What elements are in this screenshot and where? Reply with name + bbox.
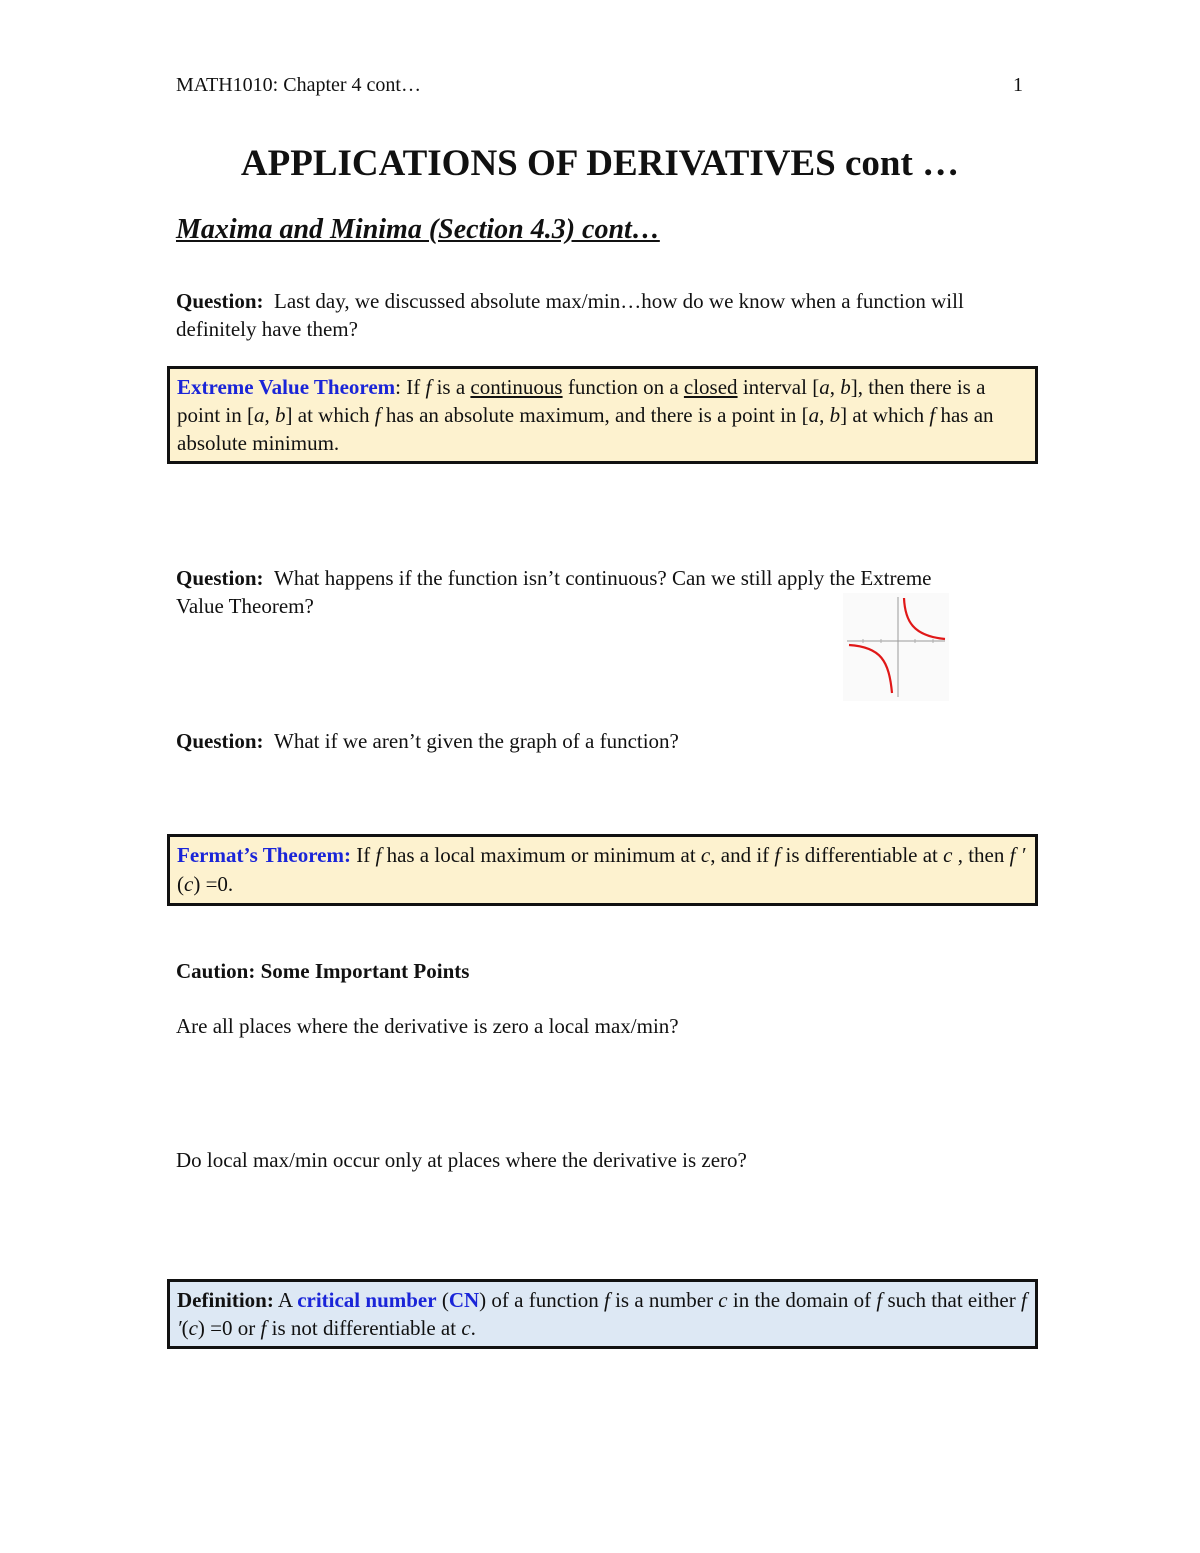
var-f: f <box>425 375 432 399</box>
word-continuous: continuous <box>470 375 563 399</box>
caution-heading: Caution: Some Important Points <box>176 959 470 983</box>
page-title: APPLICATIONS OF DERIVATIVES cont … <box>240 143 960 184</box>
definition-label: Definition: <box>177 1288 274 1312</box>
fermat-theorem-box: Fermat’s Theorem: If f has a local maximum or minimum at c, and if f is differentiable at c , then f ′(c) =0. <box>167 834 1038 906</box>
question-label: Question: <box>176 289 264 313</box>
critical-number-definition-box: Definition: A critical number (CN) of a function f is a number c in the domain of f such that either f ′(c) =0 or f is not differentiable at c. <box>167 1279 1038 1349</box>
point-2: Do local max/min occur only at places where the derivative is zero? <box>176 1148 747 1172</box>
page-number: 1 <box>1013 74 1023 96</box>
question-text: What if we aren’t given the graph of a function? <box>274 729 679 753</box>
section-subtitle: Maxima and Minima (Section 4.3) cont… <box>176 214 660 245</box>
question-text: What happens if the function isn’t continuous? Can we still apply the Extreme Value Theorem? <box>176 566 932 618</box>
page-header: MATH1010: Chapter 4 cont… <box>176 74 421 96</box>
question-3 <box>176 727 1036 755</box>
point-1: Are all places where the derivative is zero a local max/min? <box>176 1014 679 1038</box>
extreme-value-theorem-box: Extreme Value Theorem: If f is a continuous function on a closed interval [a, b], then there is a point in [a, b] at which f has an absolute maximum, and there is a point in [a, b] at which f has an absolute minimum. <box>167 366 1038 464</box>
question-text: Last day, we discussed absolute max/min…how do we know when a function will definitely have them? <box>176 289 964 341</box>
question-label: Question: <box>176 729 264 753</box>
definition-term: critical number <box>297 1288 437 1312</box>
definition-abbr: CN <box>448 1288 480 1312</box>
question-1 <box>176 287 1036 343</box>
theorem-name: Fermat’s Theorem: <box>177 843 351 867</box>
discontinuous-function-graph <box>843 593 949 701</box>
theorem-name: Extreme Value Theorem <box>177 375 396 399</box>
question-2 <box>176 564 956 620</box>
question-label: Question: <box>176 566 264 590</box>
word-closed: closed <box>683 375 738 399</box>
